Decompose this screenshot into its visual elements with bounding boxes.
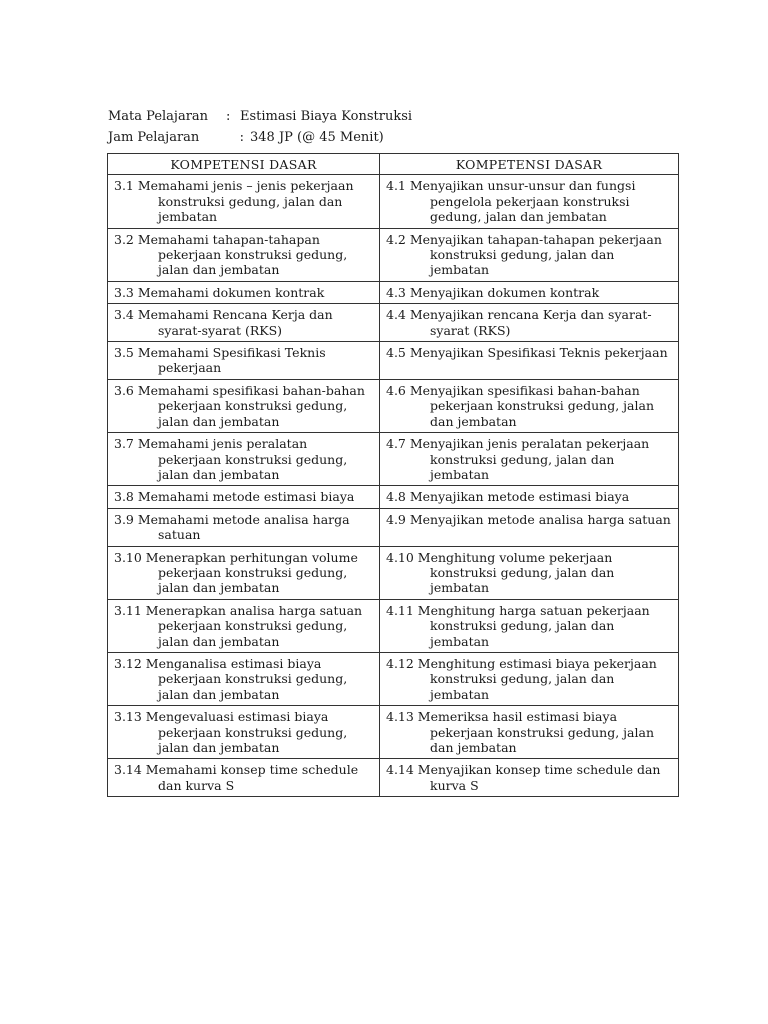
hours-label: Jam Pelajaran <box>108 130 200 145</box>
kd-knowledge-item: 3.7 Memahami jenis peralatan pekerjaan konstruksi gedung, jalan dan jembatan <box>114 436 348 482</box>
kd-knowledge-item: 3.1 Memahami jenis – jenis pekerjaan konstruksi gedung, jalan dan jembatan <box>114 178 354 225</box>
table-row <box>108 599 679 652</box>
kd-skill-item: 4.12 Menghitung estimasi biaya pekerjaan konstruksi gedung, jalan dan jembatan <box>386 655 657 702</box>
hours-row <box>108 127 412 148</box>
subject-label: Mata Pelajaran <box>108 109 209 124</box>
kd-skill-item: 4.8 Menyajikan metode estimasi biaya <box>386 489 630 505</box>
kd-skill-item: 4.4 Menyajikan rencana Kerja dan syarat-syarat (RKS) <box>386 307 652 338</box>
kd-skill-item: 4.7 Menyajikan jenis peralatan pekerjaan konstruksi gedung, jalan dan jembatan <box>386 436 650 482</box>
kd-knowledge-item: 3.11 Menerapkan analisa harga satuan pekerjaan konstruksi gedung, jalan dan jembatan <box>114 602 363 649</box>
table-row <box>108 379 679 432</box>
kd-skill-item: 4.6 Menyajikan spesifikasi bahan-bahan pekerjaan konstruksi gedung, jalan dan jembatan <box>386 382 655 429</box>
subject-row <box>108 106 412 127</box>
table-row <box>108 759 679 797</box>
table-row <box>108 508 679 546</box>
kd-skill-item: 4.10 Menghitung volume pekerjaan konstruksi gedung, jalan dan jembatan <box>386 549 615 596</box>
kd-knowledge-item: 3.12 Menganalisa estimasi biaya pekerjaan konstruksi gedung, jalan dan jembatan <box>114 655 348 702</box>
header-kd-skill: KOMPETENSI DASAR <box>380 154 679 175</box>
kd-knowledge-item: 3.2 Memahami tahapan-tahapan pekerjaan konstruksi gedung, jalan dan jembatan <box>114 231 348 278</box>
table-row <box>108 175 679 228</box>
table-row <box>108 652 679 705</box>
table-row <box>108 706 679 759</box>
table-row <box>108 304 679 342</box>
kd-skill-item: 4.3 Menyajikan dokumen kontrak <box>386 284 600 300</box>
kd-skill-item: 4.11 Menghitung harga satuan pekerjaan konstruksi gedung, jalan dan jembatan <box>386 602 650 649</box>
kd-skill-item: 4.2 Menyajikan tahapan-tahapan pekerjaan konstruksi gedung, jalan dan jembatan <box>386 231 662 278</box>
subject-value: Estimasi Biaya Konstruksi <box>240 109 413 124</box>
table-row <box>108 281 679 303</box>
kd-skill-item: 4.13 Memeriksa hasil estimasi biaya pekerjaan konstruksi gedung, jalan dan jembatan <box>386 709 655 755</box>
kd-knowledge-item: 3.5 Memahami Spesifikasi Teknis pekerjaan <box>114 345 326 376</box>
kd-skill-item: 4.5 Menyajikan Spesifikasi Teknis pekerjaan <box>386 345 668 361</box>
table-row <box>108 433 679 486</box>
subject-separator: : <box>226 109 231 124</box>
kd-knowledge-item: 3.6 Memahami spesifikasi bahan-bahan pekerjaan konstruksi gedung, jalan dan jembatan <box>114 382 365 429</box>
table-header-row <box>108 154 679 175</box>
table-row <box>108 486 679 508</box>
hours-separator: : <box>239 130 244 145</box>
table-row <box>108 342 679 380</box>
kd-knowledge-item: 3.13 Mengevaluasi estimasi biaya pekerjaan konstruksi gedung, jalan dan jembatan <box>114 709 348 755</box>
kd-skill-item: 4.9 Menyajikan metode analisa harga satuan <box>386 511 671 527</box>
kd-skill-item: 4.1 Menyajikan unsur-unsur dan fungsi pengelola pekerjaan konstruksi gedung, jalan dan jembatan <box>386 178 636 225</box>
hours-value: 348 JP (@ 45 Menit) <box>250 130 384 145</box>
kd-knowledge-item: 3.9 Memahami metode analisa harga satuan <box>114 511 350 543</box>
document-header <box>108 106 412 148</box>
table-row <box>108 228 679 281</box>
header-kd-knowledge: KOMPETENSI DASAR <box>108 154 380 175</box>
kd-knowledge-item: 3.10 Menerapkan perhitungan volume pekerjaan konstruksi gedung, jalan dan jembatan <box>114 549 358 596</box>
kd-knowledge-item: 3.3 Memahami dokumen kontrak <box>114 284 325 300</box>
kd-knowledge-item: 3.14 Memahami konsep time schedule dan kurva S <box>114 762 359 793</box>
competency-table <box>107 153 679 797</box>
kd-knowledge-item: 3.8 Memahami metode estimasi biaya <box>114 489 355 505</box>
table-row <box>108 546 679 599</box>
kd-knowledge-item: 3.4 Memahami Rencana Kerja dan syarat-syarat (RKS) <box>114 307 333 338</box>
kd-skill-item: 4.14 Menyajikan konsep time schedule dan kurva S <box>386 762 661 793</box>
